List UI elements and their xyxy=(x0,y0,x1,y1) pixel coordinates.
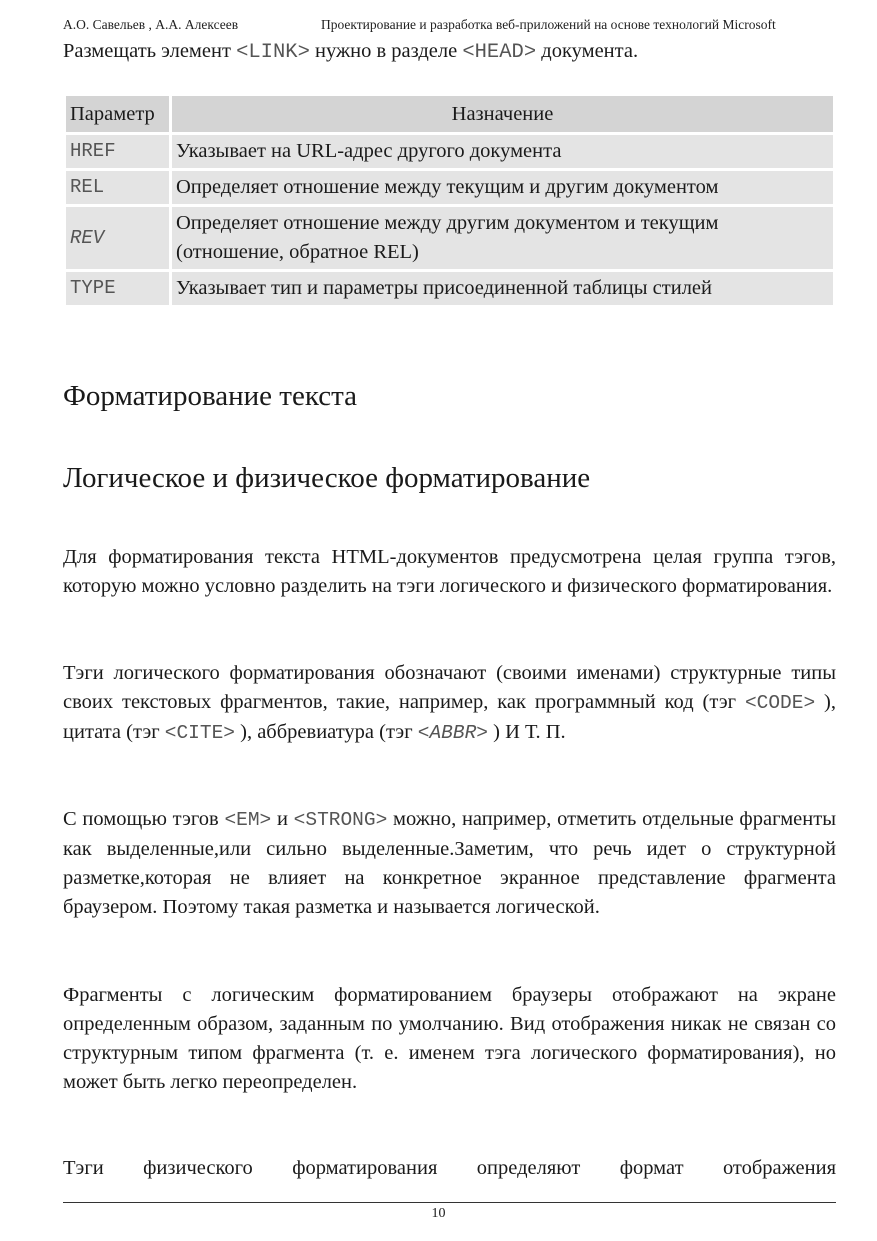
text-run: ), аббревиатура (тэг xyxy=(235,721,418,743)
subsection-heading: Логическое и физическое форматирование xyxy=(63,462,591,494)
paragraph-browser-display: Фрагменты с логическим форматированием браузеры отображают на экране определенным образом, заданным по умолчанию. Вид отображения никак не связан со структурным типом фрагмента (т. е. именем тэга логического форматирования), но может быть легко переопределен. xyxy=(63,984,836,1093)
em-tag: <EM> xyxy=(224,809,272,831)
intro-text-before: Размещать элемент xyxy=(63,40,237,62)
table-row xyxy=(66,272,833,305)
abbr-tag-close: > xyxy=(476,722,488,744)
paragraph-em-strong xyxy=(63,805,836,922)
page-number: 10 xyxy=(431,1206,446,1221)
strong-tag: <STRONG> xyxy=(293,809,388,831)
paragraph-intro: Для форматирования текста HTML-документов предусмотрена целая группа тэгов, которую можно условно разделить на тэги логического и физического форматирования. xyxy=(63,546,836,597)
header-authors: А.О. Савельев , А.А. Алексеев xyxy=(63,17,239,32)
column-header-purpose: Назначение xyxy=(172,96,833,132)
intro-text-after: документа. xyxy=(536,40,639,62)
section-heading: Форматирование текста xyxy=(63,380,357,412)
column-header-parameter: Параметр xyxy=(66,96,169,132)
head-tag: <HEAD> xyxy=(462,41,537,64)
footer-divider xyxy=(63,1202,836,1203)
table-row xyxy=(66,207,833,269)
text-run: и xyxy=(271,808,294,830)
param-description: Определяет отношение между текущим и другим документом xyxy=(172,171,833,204)
param-description: Указывает тип и параметры присоединенной таблицы стилей xyxy=(172,272,833,305)
parameters-table xyxy=(63,93,836,308)
param-name: HREF xyxy=(66,135,169,168)
table-row xyxy=(66,171,833,204)
cite-tag: <CITE> xyxy=(164,722,235,744)
intro-text-middle: нужно в разделе xyxy=(309,40,463,62)
paragraph-logical-tags xyxy=(63,659,836,748)
abbr-tag-name: ABBR xyxy=(429,722,477,744)
param-name: REL xyxy=(66,171,169,204)
paragraph-physical-tags: Тэги физического форматирования определяют формат отображения xyxy=(63,1157,836,1179)
text-run: ), цитата (тэг xyxy=(63,691,836,743)
intro-line xyxy=(63,40,638,64)
abbr-tag-open: < xyxy=(417,722,430,744)
text-run: Тэги логического форматирования обозначают (своими именами) структурные типы своих текстовых фрагментов, такие, например, как программный код (тэг xyxy=(63,662,836,713)
text-run: можно, например, отметить отдельные фрагменты как выделенные,или сильно выделенные.Заметим, что речь идет о структурной разметке,которая не влияет на конкретное экранное представление фрагмента браузером. Поэтому такая разметка и называется логической. xyxy=(63,808,836,918)
table-row xyxy=(66,135,833,168)
param-description: Указывает на URL-адрес другого документа xyxy=(172,135,833,168)
param-name: REV xyxy=(66,207,169,269)
param-name: TYPE xyxy=(66,272,169,305)
link-tag: <LINK> xyxy=(236,41,310,64)
code-tag: <CODE> xyxy=(744,692,816,714)
text-run: ) И Т. П. xyxy=(488,721,566,743)
text-run: С помощью тэгов xyxy=(63,808,225,830)
header-book-title: Проектирование и разработка веб-приложений на основе технологий Microsoft xyxy=(321,17,776,32)
table-header-row xyxy=(66,96,833,132)
param-description: Определяет отношение между другим документом и текущим (отношение, обратное REL) xyxy=(172,207,833,269)
